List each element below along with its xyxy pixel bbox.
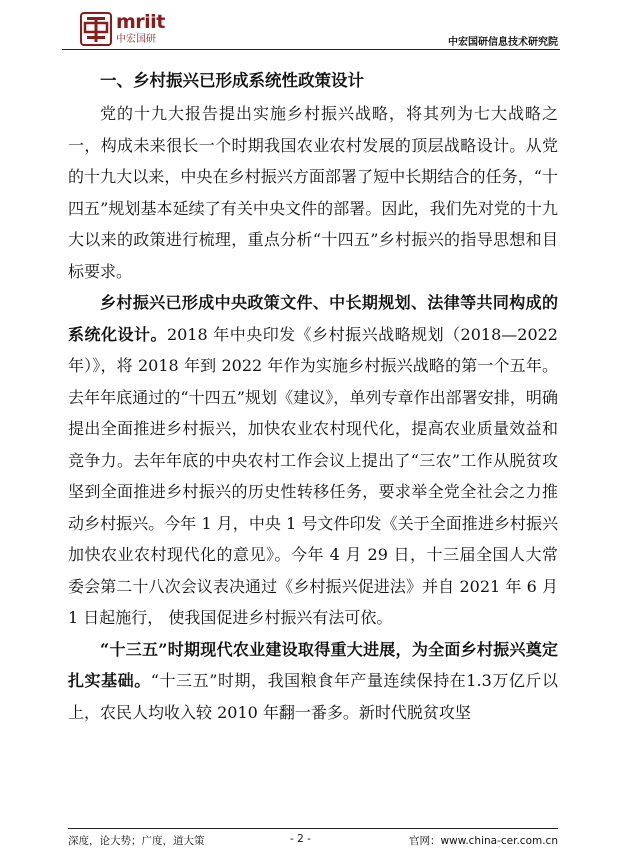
official-website: 官网：www.china-cer.com.cn — [409, 835, 558, 847]
logo — [80, 12, 170, 48]
footer-slogan: 深度，论大势；广度，道大策 — [68, 835, 205, 847]
logo-subtext: 中宏国研 — [116, 34, 156, 45]
paragraph-3 — [68, 634, 558, 729]
paragraph-3-lead: “十三五”时期现代农业建设取得重大进展，为全面乡村振兴奠定扎实基础。 — [68, 639, 558, 690]
footer-divider — [68, 828, 558, 829]
paragraph-1: 党的十九大报告提出实施乡村振兴战略，将其列为七大战略之一，构成未来很长一个时期我国农业农村发展的顶层战略设计。从党的十九大以来，中央在乡村振兴方面部署了短中长期结合的任务，“十四五”规划基本延续了有关中央文件的部署。因此，我们先对党的十九大以来的政策进行梳理，重点分析“十四五”乡村振兴的指导思想和目标要求。 — [68, 104, 558, 281]
mriit-logo-icon — [80, 12, 112, 46]
document-body — [68, 64, 558, 728]
logo-wordmark: mriit — [116, 11, 165, 33]
header-divider — [62, 49, 560, 50]
org-name: 中宏国研信息技术研究院 — [448, 37, 558, 48]
paragraph-2-body: 2018 年中央印发《乡村振兴战略规划（2018—2022年）》，将 2018 年到 2022 年作为实施乡村振兴战略的第一个五年。去年年底通过的“十四五”规划《建议》，单列专章作出部署安排，明确提出全面推进乡村振兴，加快农业农村现代化，提高农业质量效益和竞争力。去年年底的中央农村工作会议上提出了“三农”工作从脱贫攻坚到全面推进乡村振兴的历史性转移任务，要求举全党全社会之力推动乡村振兴。今年 1 月，中央 1 号文件印发《关于全面推进乡村振兴加快农业农村现代化的意见》。今年 4 月 29 日，十三届全国人大常委会第二十八次会议表决通过《乡村振兴促进法》并自 2021 年 6 月 1 日起施行， 使我国促进乡村振兴有法可依。 — [68, 324, 558, 627]
paragraph-2-lead: 乡村振兴已形成中央政策文件、中长期规划、法律等共同构成的系统化设计。 — [68, 293, 558, 344]
logo-text — [116, 12, 165, 46]
section-heading: 一、乡村振兴已形成系统性政策设计 — [100, 71, 364, 90]
page-header — [0, 0, 626, 56]
page-number: - 2 - — [290, 833, 311, 845]
paragraph-2 — [68, 287, 558, 634]
paragraph-3-body: “十三五”时期，我国粮食年产量连续保持在1.3万亿斤以上，农民人均收入较 2010 年翻一番多。新时代脱贫攻坚 — [68, 671, 558, 722]
